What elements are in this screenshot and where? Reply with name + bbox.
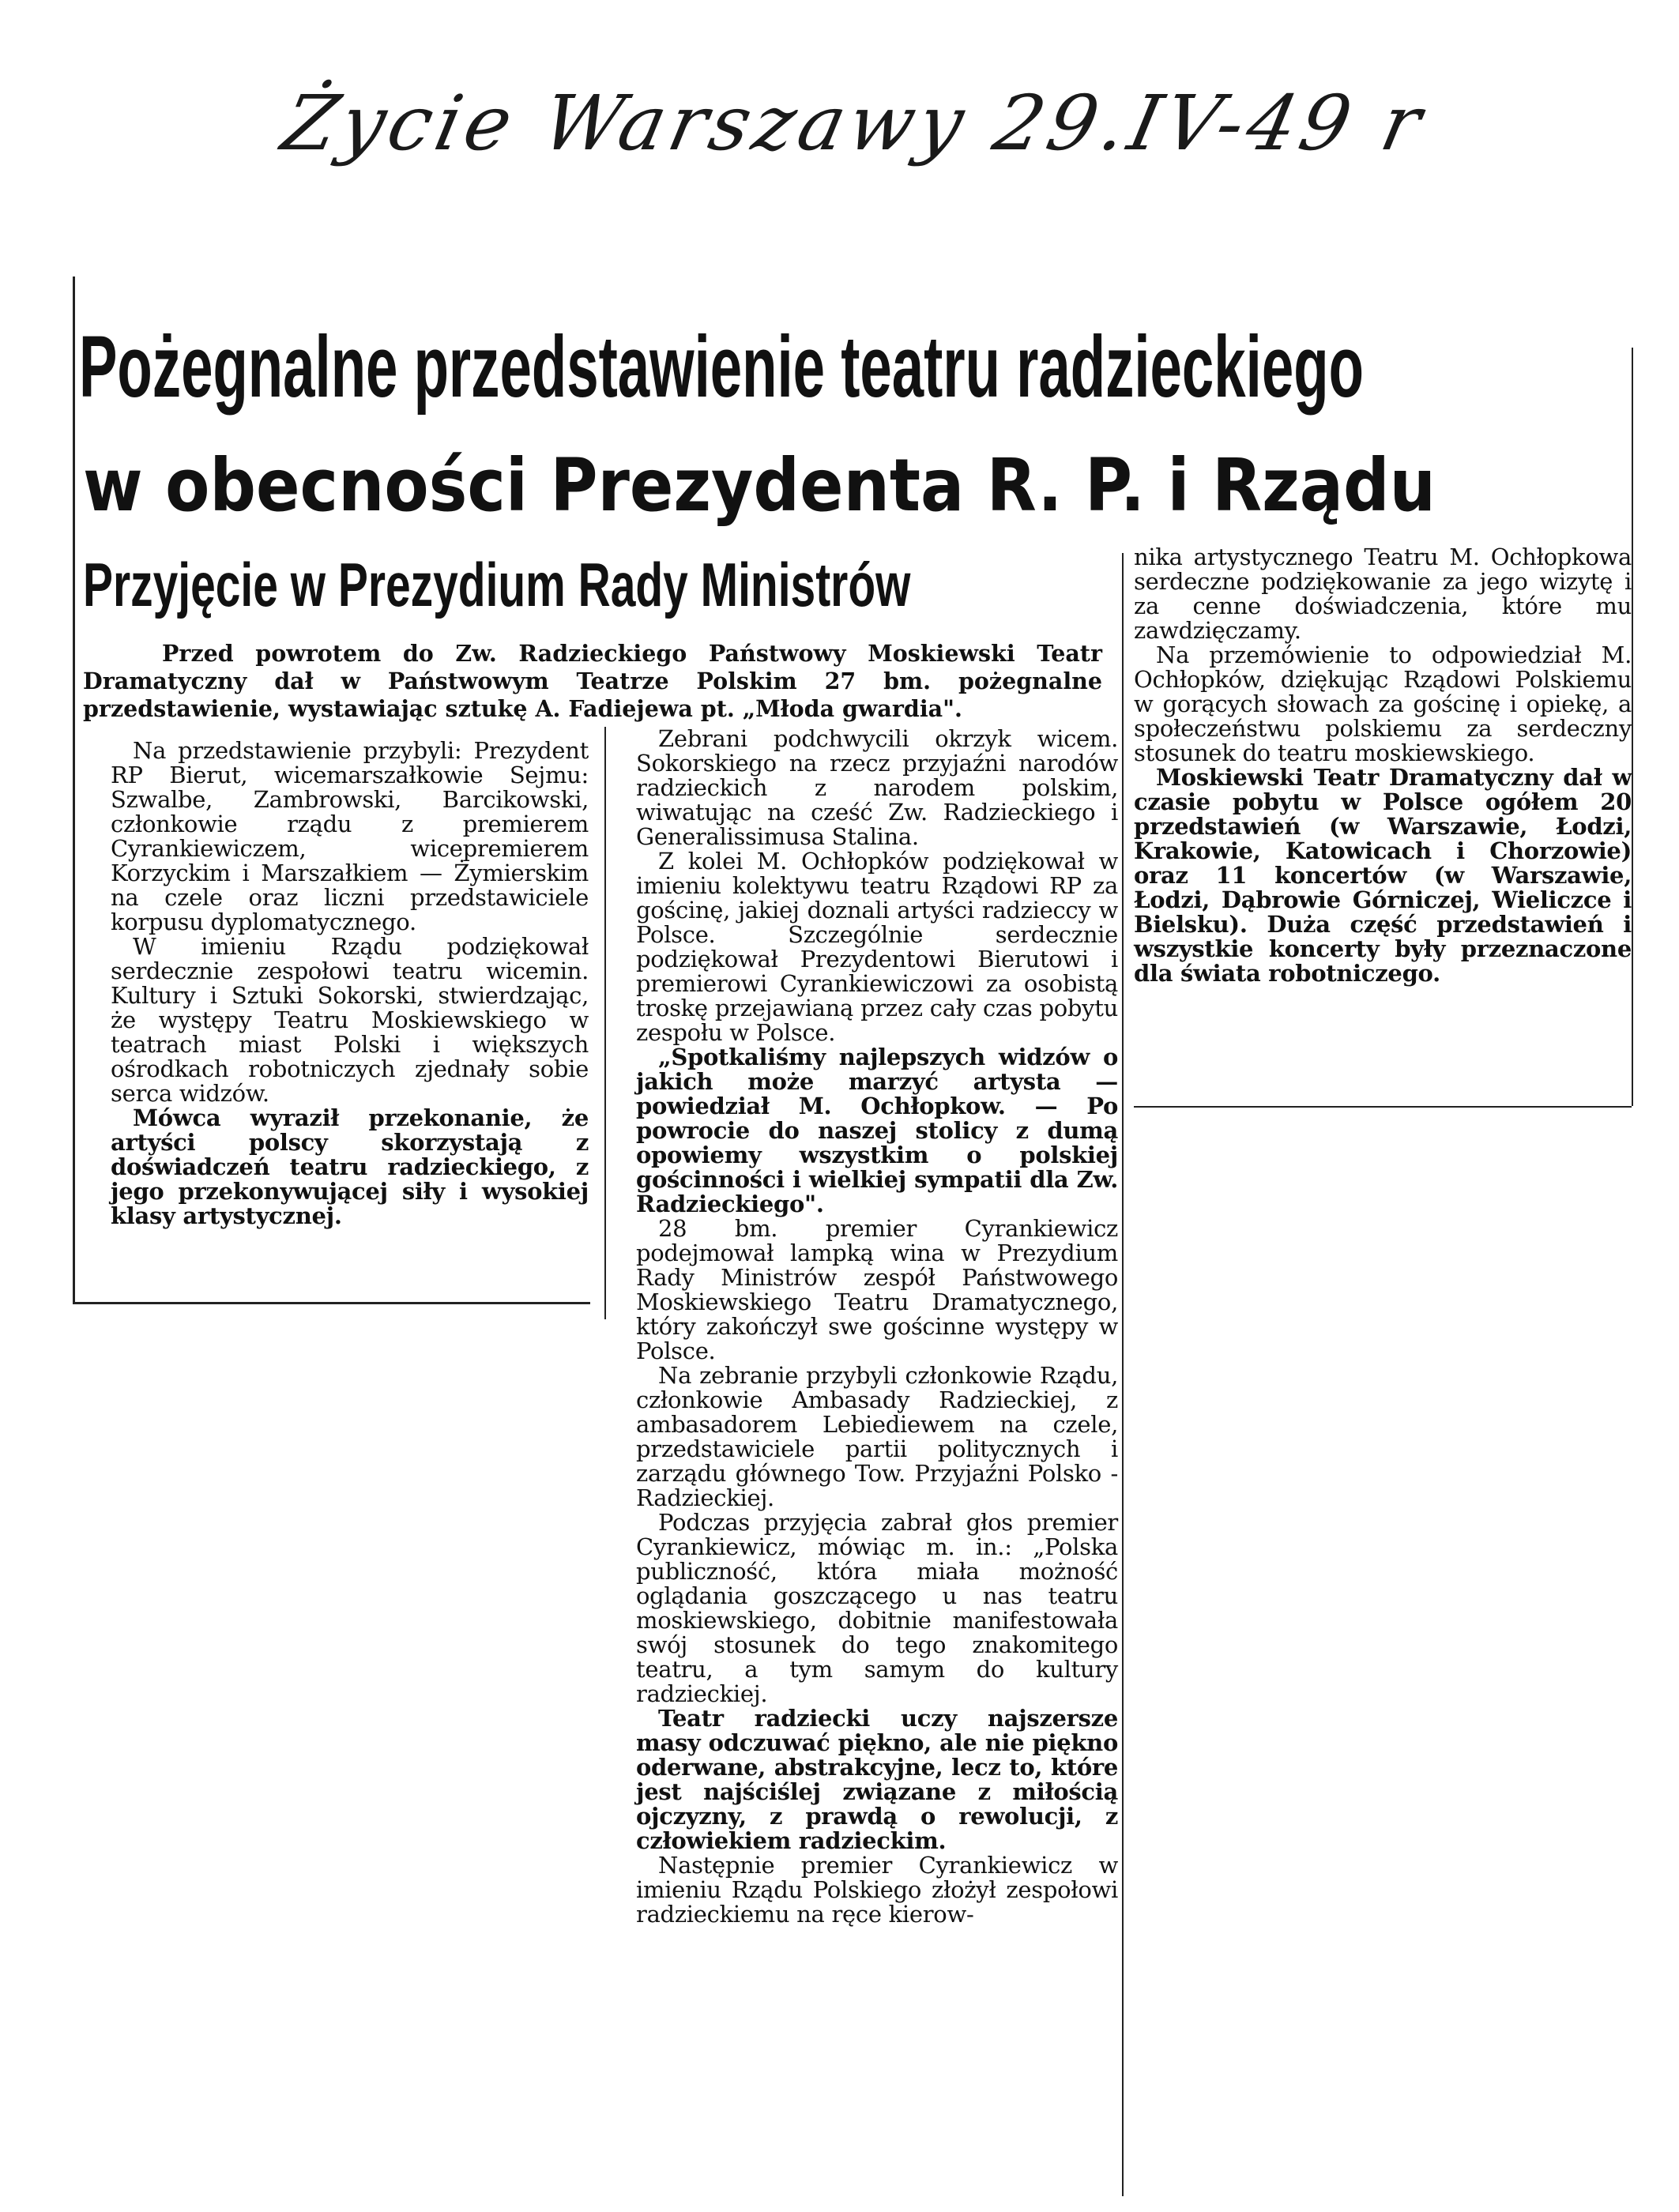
clip-border-column-rule-1 [604, 727, 606, 1319]
paragraph: Podczas przyjęcia zabrał głos premier Cyrankiewicz, mówiąc m. in.: „Polska publiczność, która miała możność oglądania goszczącego u nas teatru moskiewskiego, dobitnie manifestowała swój stosunek do tego znakomitego teatru, a tym samym do kultury radzieckiej. [636, 1509, 1118, 1707]
paragraph: Na zebranie przybyli członkowie Rządu, członkowie Ambasady Radzieckiej, z ambasadorem Lebiediewem na czele, przedstawiciele partii politycznych i zarządu głównego Tow. Przyjaźni Polsko - Radzieckiej. [636, 1362, 1118, 1511]
paragraph: W imieniu Rządu podziękował serdecznie zespołowi teatru wicemin. Kultury i Sztuki Sokorski, stwierdzając, że występy Teatru Moskiewskiego w teatrach miast Polski i większych ośrodkach robotniczych zjednały sobie serca widzów. [111, 933, 589, 1107]
clip-border-right [1632, 348, 1633, 1106]
article-column-3 [1134, 545, 1632, 986]
headline-main: Pożegnalne przedstawienie teatru radzieckiego [79, 318, 1364, 416]
article-column-2 [636, 727, 1118, 1927]
paragraph: Zebrani podchwycili okrzyk wicem. Sokorskiego na rzecz przyjaźni narodów radzieckich z narodem polskim, wiwatując na cześć Zw. Radzieckiego i Generalissimusa Stalina. [636, 725, 1118, 850]
quote-paragraph: „Spotkaliśmy najlepszych widzów o jakich może marzyć artysta — powiedział M. Ochłopkow. — Po powrocie do naszej stolicy z dumą opowiemy wszystkim o polskiej gościnności i wielkiej sympatii dla Zw. Radzieckiego". [636, 1044, 1118, 1217]
lead-paragraph: Przed powrotem do Zw. Radzieckiego Państwowy Moskiewski Teatr Dramatyczny dał w Państwowym Teatrze Polskim 27 bm. pożegnalne przedstawienie, wystawiając sztukę A. Fadiejewa pt. „Młoda gwardia". [83, 640, 1102, 722]
quote-paragraph: Teatr radziecki uczy najszersze masy odczuwać piękno, ale nie piękno oderwane, abstrakcyjne, lecz to, które jest najściślej związane z miłością ojczyzny, z prawdą o rewolucji, z człowiekiem radzieckim. [636, 1705, 1118, 1854]
paragraph: Z kolei M. Ochłopków podziękował w imieniu kolektywu teatru Rządowi RP za gościnę, jakiej doznali artyści radzieccy w Polsce. Szczególnie serdecznie podziękował Prezydentowi Bierutowi i premierowi Cyrankiewiczowi za osobistą troskę przejawianą przez cały czas pobytu zespołu w Polsce. [636, 848, 1118, 1046]
headline-subtitle: Przyjęcie w Prezydium Rady Ministrów [83, 550, 911, 619]
paragraph: Moskiewski Teatr Dramatyczny dał w czasie pobytu w Polsce ogółem 20 przedstawień (w Warszawie, Łodzi, Krakowie, Katowicach i Chorzowie) oraz 11 koncertów (w Warszawie, Łodzi, Dąbrowie Górniczej, Wieliczce i Bielsku). Duża część przedstawień i wszystkie koncerty były przeznaczone dla świata robotniczego. [1134, 764, 1632, 987]
paragraph: Następnie premier Cyrankiewicz w imieniu Rządu Polskiego złożył zespołowi radzieckiemu na ręce kierow- [636, 1852, 1118, 1928]
clip-border-left [73, 276, 75, 1304]
headline-secondary: w obecności Prezydenta R. P. i Rządu [83, 443, 1436, 528]
paragraph: Mówca wyraził przekonanie, że artyści polscy skorzystają z doświadczeń teatru radzieckiego, z jego przekonywującej siły i wysokiej klasy artystycznej. [111, 1104, 589, 1229]
handwritten-date-note: Życie Warszawy 29.IV-49 r [275, 79, 1434, 167]
clip-border-right-bottom [1134, 1106, 1632, 1108]
clip-border-column-rule-2 [1122, 553, 1124, 2196]
clip-border-bottom-left [73, 1302, 590, 1304]
paragraph: Na przemówienie to odpowiedział M. Ochłopków, dziękując Rządowi Polskiemu w gorących słowach za gościnę i opiekę, a społeczeństwu polskiemu za serdeczny stosunek do teatru moskiewskiego. [1134, 641, 1632, 766]
article-column-1 [111, 739, 589, 1228]
paragraph: 28 bm. premier Cyrankiewicz podejmował lampką wina w Prezydium Rady Ministrów zespół Państwowego Moskiewskiego Teatru Dramatycznego, który zakończył swe gościnne występy w Polsce. [636, 1215, 1118, 1364]
paragraph: Na przedstawienie przybyli: Prezydent RP Bierut, wicemarszałkowie Sejmu: Szwalbe, Zambrowski, Barcikowski, członkowie rządu z premierem Cyrankiewiczem, wicepremierem Korzyckim i Marszałkiem — Żymierskim na czele oraz liczni przedstawiciele korpusu dyplomatycznego. [111, 737, 589, 935]
paragraph: nika artystycznego Teatru M. Ochłopkowa serdeczne podziękowanie za jego wizytę i za cenne doświadczenia, które mu zawdzięczamy. [1134, 544, 1632, 644]
